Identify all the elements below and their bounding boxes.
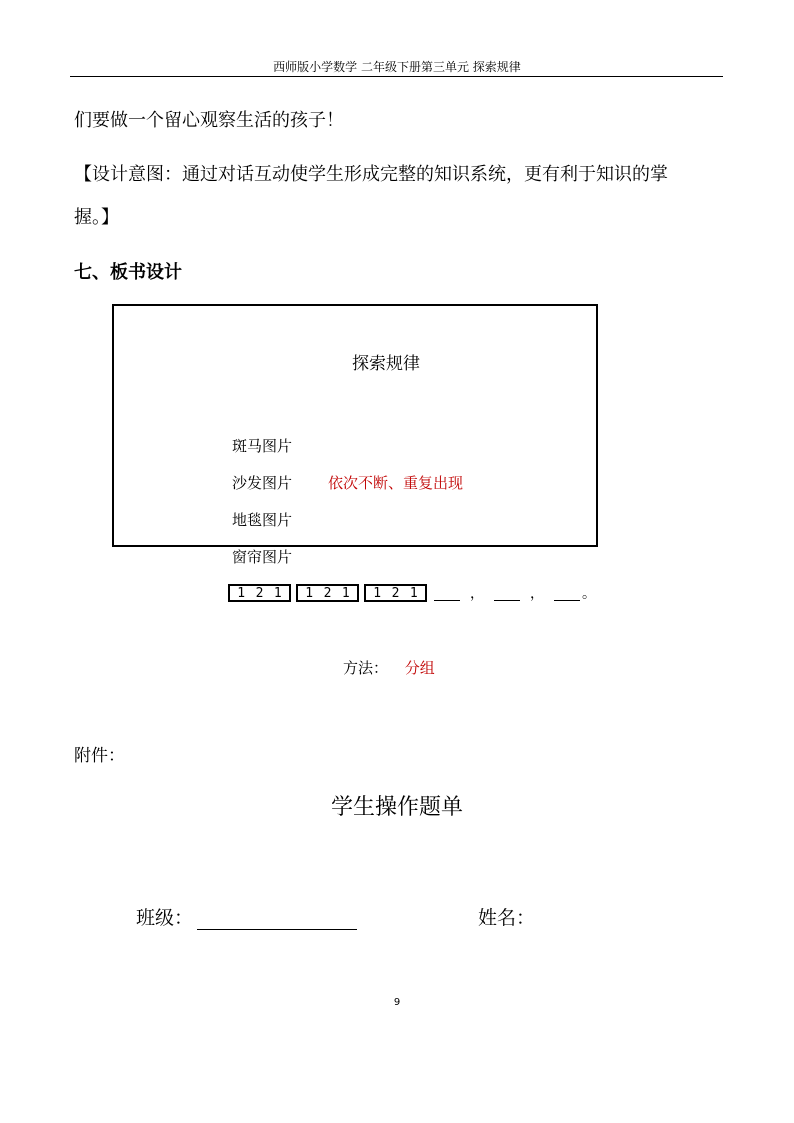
sequence-number: 1 [305, 585, 314, 601]
page-number: 9 [393, 997, 401, 1008]
sequence-number: 2 [391, 585, 400, 601]
method-value: 分组 [404, 659, 435, 677]
design-intent-line-1: 【设计意图：通过对话互动使学生形成完整的知识系统，更有利于知识的掌 [74, 164, 668, 185]
board-title: 探索规律 [352, 354, 420, 374]
sequence-number: 2 [255, 585, 264, 601]
end-mark: 。 [582, 586, 596, 602]
sequence-group [296, 584, 359, 602]
sequence-number: 1 [373, 585, 382, 601]
sequence-number: 2 [323, 585, 332, 601]
answer-blank [434, 586, 460, 601]
comma: ， [470, 586, 484, 602]
paragraph-line: 们要做一个留心观察生活的孩子！ [74, 110, 344, 131]
attachment-label: 附件： [74, 746, 125, 766]
method-label: 方法： [343, 659, 389, 677]
method-line [343, 657, 435, 678]
comma: ， [530, 586, 544, 602]
board-item-sofa: 沙发图片 [232, 474, 293, 492]
sequence-group [228, 584, 291, 602]
page-header-title: 西师版小学数学 二年级下册第三单元 探索规律 [273, 60, 521, 74]
class-field [136, 903, 357, 930]
worksheet-title: 学生操作题单 [330, 795, 463, 820]
section-heading: 七、板书设计 [74, 262, 182, 283]
sequence-number: 1 [273, 585, 282, 601]
design-intent-line-2: 握。】 [74, 207, 119, 228]
answer-blank [494, 586, 520, 601]
board-item-curtain: 窗帘图片 [232, 548, 293, 566]
number-sequence [228, 583, 596, 603]
sequence-group [364, 584, 427, 602]
sequence-number: 1 [237, 585, 246, 601]
board-item-carpet: 地毯图片 [232, 511, 293, 529]
header-divider [70, 76, 723, 77]
board-rule: 依次不断、重复出现 [328, 474, 464, 492]
board-item-zebra: 斑马图片 [232, 437, 293, 455]
name-label: 姓名： [478, 907, 536, 929]
sequence-number: 1 [409, 585, 418, 601]
class-label: 班级： [136, 907, 194, 929]
answer-blank [554, 586, 580, 601]
class-input-line [197, 909, 357, 930]
sequence-number: 1 [341, 585, 350, 601]
board-design-frame [112, 304, 598, 547]
